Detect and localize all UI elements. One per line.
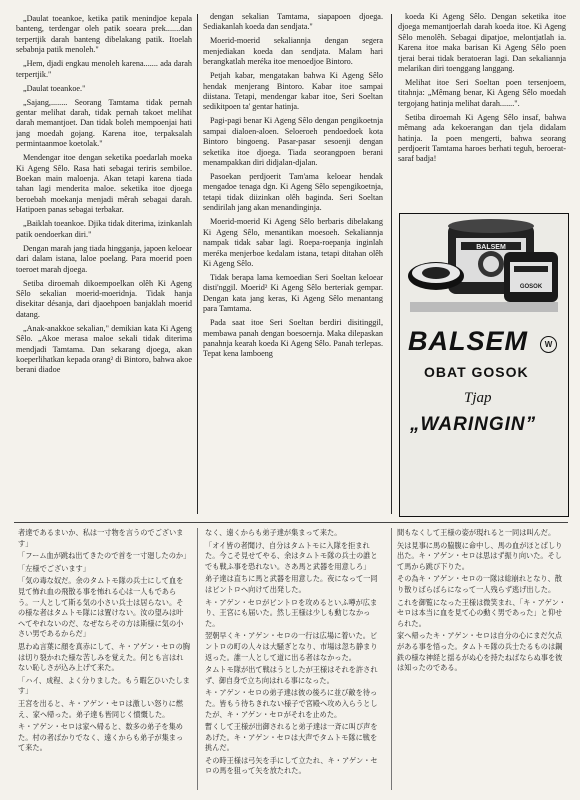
japanese-column-1 [18,528,190,793]
article-paragraph: Dengan marah jang tiada hingganja, japoen keloear dari dalam istana, laloe poelang. Para moerid poen toeroet marah djoega. [16,243,192,274]
article-paragraph: Pada saat itoe Seri Soeltan berdiri disitinggil, membawa panah dengan boesoernja. Maka dilepaskan panahnja kearah koeda Ki Ageng Sêlo. Panah terlepas. Tepat kena lamboeng [203,318,383,359]
article-paragraph: Setiba diroemah dikoempoelkan olêh Ki Ageng Sêlo sekalian moerid-moeridnja. Tidak hanja disekitar désanja, dari djaoehpoen banjaklah moerid datang. [16,278,192,319]
japanese-paragraph: 「左様でございます」 [18,563,90,573]
article-paragraph: Petjah kabar, mengatakan bahwa Ki Ageng Sêlo hendak menjerang Bintoro. Kabar itoe sampai diistana. Tetapi, mendengar kabar itoe, Seri Soeltan sedikitpoen ta' gentar hatinja. [203,71,383,112]
japanese-paragraph: キ・アゲン・セロの弟子達は彼の後ろに並び敵を待った。皆もう待ちきれない様子で宮殿へ攻め入らうとしたが、キ・アゲン・セロがそれを止めた。 [205,688,378,719]
japanese-paragraph: 暫くして王様が出御されると弟子達は一斉に叫び声をあげた。キ・アゲン・セロは大声でタムトモ隊に戦を挑んだ。 [205,722,378,753]
japanese-paragraph: 「ハイ、成程、よく分りました。もう暇乞ひいたします」 [18,675,190,696]
japanese-paragraph: 家へ帰ったキ・アゲン・セロは自分の心にまだ欠点がある事を悟った。タムトモ隊の兵士たるものは鋼鉄の様な神経と揺るがぬ心を持たねばならぬ事を彼は知ったのである。 [397,631,563,673]
article-paragraph: Pasoekan perdjoerit Tam'ama keloear hendak mengadoe tenaga dgn. Ki Ageng Sêlo sepengikoetnja, tetapi tidak diizinkan olêh baginda. Seri Soeltan sendirilah jang akan menandinginja. [203,172,383,213]
column-divider [197,528,198,790]
japanese-paragraph: これを御覧になった王様は微笑まれ、「キ・アゲン・セロは本当に血を見て心の動く男であった」と仰せられた。 [397,597,566,628]
japanese-paragraph: 「オイ皆の者聞け、自分はタムトモに入隊を拒まれた。今こそ見せてやる、余はタムトモ隊の兵士の誰とでも戦ふ事を恐れない。さあ馬と武器を用意しろ」 [205,540,378,571]
article-column-3 [398,12,566,212]
japanese-paragraph: タムトモ隊が出て戦はうとしたが王様はそれを許されず、御自身で立ち向はれる事になった。 [205,665,378,685]
japanese-paragraph: なく、遠くからも弟子達が集まって来た。 [205,528,342,537]
japanese-paragraph: その為キ・アゲン・セロの一隊は総崩れとなり、散り散りばらばらになって一人残らず逃げ出した。 [397,574,562,594]
japanese-paragraph: 「フーム血が跳ね出てきたので首を一寸廻したのか」 [18,551,190,561]
japanese-paragraph: キ・アゲン・セロは家へ帰ると、数多の弟子を集めた。村の者ばかりでなく、遠くからも弟子が集まって来た。 [18,722,184,753]
ad-brand-title: BALSEM [408,326,528,356]
japanese-paragraph: 翌朝早くキ・アゲン・セロの一行は広場に着いた。ビントロの町の人々は大騒ぎとなり、市場は忽ち静まり返った。誰一人として道に出る者はなかった。 [205,631,378,662]
article-paragraph: Tidak berapa lama kemoedian Seri Soeltan keloear disti'nggil. Moerid² Ki Ageng Sêlo berteriak gempar. Dengan kata jang keras, Ki Ageng Sêlo menantang para Tamtama. [203,272,383,314]
balsem-waringin-advertisement [399,213,569,517]
ad-tjap-label: Tjap [464,390,492,406]
japanese-column-2 [205,528,383,793]
japanese-paragraph: キ・アゲン・セロがビントロを攻めるといふ噂が広まり、王宮にも届いた。然し王様は少しも動じなかった。 [205,597,378,628]
section-divider [14,522,568,523]
article-paragraph: Pagi-pagi benar Ki Ageng Sêlo dengan pengikoetnja sampai dialoen-aloen. Seloeroeh pendoedoek kota Bintoro bingoeng. Pasar-pasar sesoenji dengan seketika itoe djoega. Tiada seorangpoen berani menampakkan diri didjalan-djalan. [203,116,383,168]
article-column-2 [203,12,383,519]
article-paragraph: „Daulat toeankoe." [23,83,86,93]
ad-brand-name: „WARINGIN” [410,414,537,435]
japanese-paragraph: 者達であるまいか、私は一寸物を言うのでございます」 [18,528,184,548]
japanese-paragraph: 間もなくして王様の姿が現れると一同は叫んだ。 [397,528,556,537]
japanese-paragraph: 王宮を出ると、キ・アゲン・セロは激しい怒りに燃え、家へ帰った。弟子達も皆同じく憤慨した。 [18,698,183,719]
waringin-logo-icon: W [540,336,557,353]
article-column-1 [16,14,192,514]
balsem-jars-illustration [406,218,562,318]
column-divider [197,14,198,514]
japanese-paragraph: 弟子達は直ちに馬と武器を用意した。夜になって一同はビントロへ向けて出発した。 [205,574,378,594]
article-paragraph: Moerid-moerid sekaliannja dengan segera menjediakan koeda dan sendjata. Malam hari berangkatlah meréka itoe menoedjoe Bintoro. [203,36,383,67]
article-paragraph: dengan sekalian Tamtama, siapapoen djoega. Sediakanlah koeda dan sendjata." [203,12,383,32]
article-paragraph: Moerid-moerid Ki Ageng Sêlo berbaris dibelakang Ki Ageng Sêlo, menantikan moesoeh. Sekaliannja nampak tidak sabar lagi. Roepa-roepanja inginlah meréka menjerboe kedalam istana, tetapi ditahan olêh Ki Ageng Sêlo. [203,217,383,268]
japanese-paragraph: 矢は見事に馬の脇腹に命中し、馬の血がほとばしり出た。キ・アゲン・セロは思はず振り向いた。そして馬から跳び下りた。 [397,540,563,571]
article-paragraph: Setiba diroemah Ki Ageng Sêlo insaf, bahwa mêmang ada kekoerangan dan tjela didalam hatinja. Ia poen mengerti, bahwa seorang perdjoerit Tamtama haroes berhati teguh, beroerat-saraf badja! [398,112,566,164]
jar-label-side: GOSOK [519,284,543,290]
article-paragraph: Melihat itoe Seri Soeltan poen tersenjoem, titahnja: „Mêmang benar, Ki Ageng Sêlo moedah tergojang hatinja melihat darah.......". [398,78,566,108]
article-paragraph: Mendengar itoe dengan seketika poedarlah moeka Ki Ageng Sêlo. Rasa hati sebagai teriris sembiloe. Boekan main maloenja. Akan tetapi karena tiada tahan lagi menderita maloe. seketika itoe djoega beroebah moekanja menjadi mêrah sebagai darah. Hatipoen panas sebagai terbakar. [16,153,192,215]
japanese-paragraph: 「気の毒な奴だ。余のタムトモ隊の兵士にして血を見て怖れ血の飛散る事を怖れる心は一人もであらう。一人として斯る気の小さい兵士は居らない。その様な者はタムトモ隊には置けない。汝の望みは叶へてやれないのだ、なぜならその方は斯様に気の小さい男であるからだ」 [18,576,184,639]
article-paragraph: „Anak-anakkoe sekalian," demikian kata Ki Ageng Sêlo. „Akoe merasa maloe sekali tidak diterima mendjadi Tamtama. Dan sekarang djoega, akan koeperlihatkan kepada orang² di Bintoro, bahwa akoe berani diadoe [16,323,192,375]
japanese-paragraph: 思わぬ言葉に顔を真赤にして、キ・アゲン・セロの胸は切り裂かれた様な苦しみを覚えた。何とも言はれない恥しさが込み上げて来た。 [18,641,190,673]
japanese-column-3 [397,528,567,793]
japanese-paragraph: その時王様は弓矢を手にして立たれ、キ・アゲン・セロの馬を狙って矢を放たれた。 [205,755,378,776]
article-paragraph: „Hem, djadi engkau menoleh karena....... ada darah terpertjik." [16,59,192,79]
article-paragraph: „Daulat toeankoe, ketika patik menindjoe kepala banteng, terdengar oleh patik soeara prek.......dan terpertjik darah banteng dibelakang patik. Itoelah sebabnja patik menoleh." [16,14,192,55]
column-divider [391,528,392,790]
article-paragraph: „Sajang,........ Seorang Tamtama tidak pernah gentar melihat darah, tidak pernah takoet melihat darah memantjoet. Dan tidak boleh mempoenjai hati jang moedah gojang. Karena itoe, terpaksalah permintaanmoe koetolak." [16,97,192,149]
column-divider [391,14,392,514]
article-paragraph: „Baiklah toeankoe. Djika tidak diterima, izinkanlah patik oendoerkan diri." [16,219,192,239]
ad-subtitle: OBAT GOSOK [424,364,529,380]
jar-label-top: BALSEM [476,244,506,251]
article-paragraph: koeda Ki Ageng Sêlo. Dengan seketika itoe djoega memantjoerlah darah koeda itoe. Ki Ageng Sêlo menolêh. Sebagai dipatjoe, melontjatlah ia. Karena itoe maka barisan Ki Ageng Sêlo poen tjerai berai tidak beratoeran lagi. Dan sekaliannja melarikan diri toenggang langgang. [398,12,566,74]
